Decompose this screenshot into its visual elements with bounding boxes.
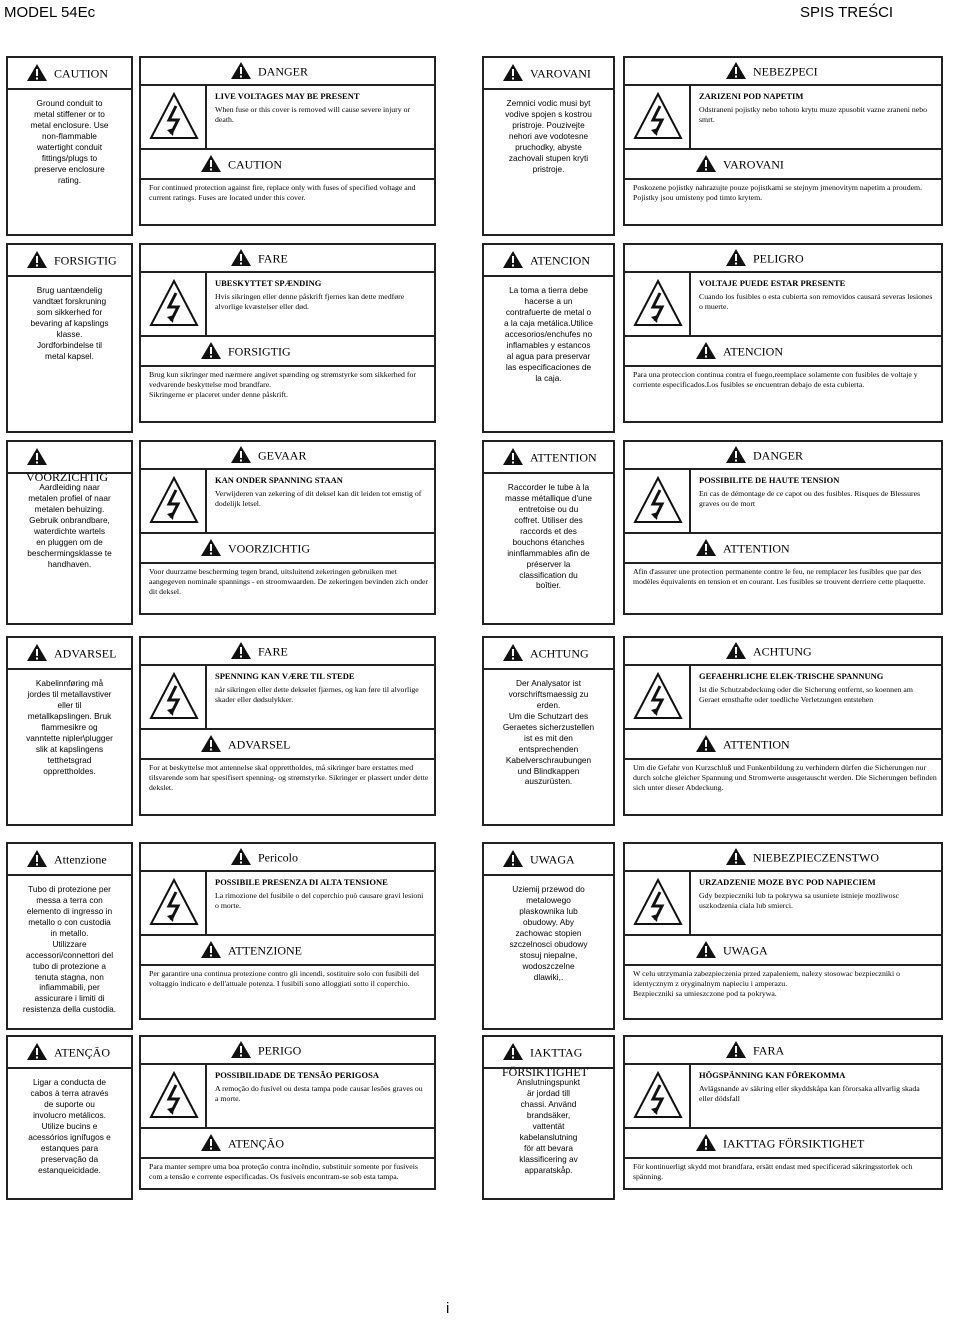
- label-title: UWAGA: [530, 852, 575, 867]
- caution-text: Afin d'assurer une protection permanente contre le feu, ne remplacer les fusibles que par des modèles équivalents en tension et en courant. Les fusibles se trouvent derriere cette plaquette.: [633, 567, 926, 586]
- label-title: Attenzione: [54, 852, 107, 867]
- warning-triangle-icon: [725, 1040, 747, 1063]
- danger-title: ACHTUNG: [753, 644, 812, 659]
- danger-title: NEBEZPECI: [753, 64, 818, 79]
- divider: [484, 874, 615, 876]
- divider: [625, 271, 943, 273]
- divider: [205, 870, 207, 934]
- caution-text: Um die Gefahr von Kurzschluß und Funkenbildung zu verhindern dürfen die Sicherungen nur durch solche gleicher Spannung und Stromwerte ausgetauscht werden. Die Sicherungen befinden sich unter dieser Abdeckung.: [633, 763, 937, 792]
- caution-text: For continued protection against fire, replace only with fuses of specified voltage and current ratings. Fuses are located under this cover.: [149, 183, 416, 202]
- caution-label: [6, 56, 133, 236]
- label-text: Kabelinnføring må jordes til metallavstiver eller til metallkapslingen. Bruk flammesikre og vanntette nipler\plugger slik at kapslingens tetthetsgrad opprettholdes.: [26, 678, 113, 776]
- page-number: i: [446, 1300, 450, 1317]
- warning-triangle-icon: [200, 734, 222, 757]
- divider: [484, 275, 615, 277]
- danger-caution-label: [139, 56, 436, 226]
- hazard-text: Verwijderen van zekering of dit deksel kan dit leiden tot emstig of dodelijk letsel.: [215, 489, 422, 508]
- danger-heading: [725, 847, 879, 870]
- hazard-text: Odstraneni pojistky nebo tohoto krytu muze zpusobit vazne zraneni nebo smrt.: [699, 105, 928, 124]
- divider: [689, 84, 691, 148]
- divider: [141, 365, 436, 367]
- warning-triangle-icon: [200, 538, 222, 561]
- warning-triangle-icon: [200, 940, 222, 963]
- warning-triangle-icon: [725, 847, 747, 870]
- hazard-text: When fuse or this cover is removed will cause severe injury or death.: [215, 105, 411, 124]
- hazard-text: Gdy bezpieczniki lub ta pokrywa sa usuniete istnieje mozliwosc uszkodzenia ciala lub smierci.: [699, 891, 900, 910]
- label-title: FORSIGTIG: [54, 253, 117, 268]
- high-voltage-icon: [633, 878, 683, 931]
- danger-heading: [230, 445, 306, 468]
- high-voltage-icon: [633, 92, 683, 145]
- label-heading: [26, 250, 117, 273]
- label-text: Anslutningspunkt är jordad till chassi. Använd brandsäker, vattentät kabelanslutning för att bevara klassificering av apparatskåp.: [516, 1077, 581, 1175]
- warning-triangle-icon: [230, 1040, 252, 1063]
- divider: [625, 84, 943, 86]
- label-text: Tubo di protezione per messa a terra con elemento di ingresso in metallo o con custodia in metallo. Utilizzare accessori/connettori del tubo di protezione a tenuta stagna, non infiammabili, per assicurare i limiti di resistenza della custodia.: [22, 884, 117, 1015]
- label-title: ATENÇÃO: [54, 1045, 110, 1060]
- high-voltage-icon: [149, 672, 199, 725]
- caution-label: [482, 56, 615, 236]
- divider: [141, 468, 436, 470]
- caution-label: [482, 842, 615, 1030]
- danger-caution-label: [139, 440, 436, 615]
- divider: [689, 468, 691, 532]
- divider: [625, 758, 943, 760]
- warning-triangle-icon: [502, 250, 524, 273]
- warning-triangle-icon: [26, 447, 48, 470]
- warning-triangle-icon: [725, 445, 747, 468]
- warning-triangle-icon: [230, 641, 252, 664]
- danger-heading: [725, 248, 804, 271]
- label-title: CAUTION: [54, 66, 108, 81]
- caution-heading: [695, 154, 784, 177]
- label-text: Brug uantændelig vandtæt forskruning som sikkerhed for bevaring af kapslings klasse. Jordforbindelse til metal kapsel.: [30, 285, 109, 361]
- caution-label: [482, 243, 615, 433]
- label-heading: [26, 643, 116, 666]
- hazard-heading: UBESKYTTET SPÆNDING: [215, 278, 322, 288]
- warning-triangle-icon: [26, 63, 48, 86]
- hazard-heading: LIVE VOLTAGES MAY BE PRESENT: [215, 91, 360, 101]
- danger-title: FARE: [258, 644, 288, 659]
- warning-triangle-icon: [502, 63, 524, 86]
- divider: [205, 271, 207, 335]
- warning-triangle-icon: [502, 1042, 524, 1065]
- warning-triangle-icon: [200, 341, 222, 364]
- danger-heading: [230, 1040, 301, 1063]
- caution-label: [482, 440, 615, 625]
- high-voltage-icon: [149, 1071, 199, 1124]
- caution-text: Para una proteccion continua contra el fuego,reemplace solamente con fusibles de voltaje y corriente especificados.Los fusibles se encuentran debajo de esta cubierta.: [633, 370, 918, 389]
- caution-heading: [695, 1133, 864, 1156]
- divider: [625, 728, 943, 730]
- caution-text: Brug kun sikringer med nærmere angivet spænding og strømstyrke som sikkerhed for vedvarende beskyttelse mod brandfare. Sikringerne er placeret under denne påskrift.: [149, 370, 417, 399]
- warning-triangle-icon: [200, 154, 222, 177]
- caution-title: CAUTION: [228, 157, 282, 172]
- divider: [141, 84, 436, 86]
- danger-title: PELIGRO: [753, 251, 804, 266]
- high-voltage-icon: [149, 878, 199, 931]
- hazard-text: Avlägsnande av säkring eller skyddskåpa kan förorsaka allvarlig skada eller dödsfall: [699, 1084, 920, 1103]
- label-heading: [502, 643, 589, 666]
- caution-text: Poskozene pojistky nahrazujte pouze pojistkami se stejnym jmenovitym napetim a proudem. Pojistky jsou umisteny pod timto krytem.: [633, 183, 923, 202]
- warning-triangle-icon: [502, 447, 524, 470]
- divider: [141, 1063, 436, 1065]
- label-text: La toma a tierra debe hacerse a un contrafuerte de metal o a la caja metálica.Utilice accesorios/enchufes no inflamables y estancos al agua para preservar las especificaciones de la caja.: [504, 285, 593, 383]
- label-title: ATTENTION: [530, 450, 597, 465]
- hazard-text: A remoção do fusível ou desta tampa pode causar lesões graves ou a morte.: [215, 1084, 423, 1103]
- hazard-text: når sikringen eller dette dekselet fjærnes, og kan føre til alvorlige skader eller dødsulykker.: [215, 685, 419, 704]
- label-text: Zemnici vodic musi byt vodive spojen s kostrou pristroje. Pouzivejte nehori ave vodotesne pruchodky, abyste zachovali stupen kryti pristroje.: [505, 98, 592, 174]
- caution-heading: [695, 341, 783, 364]
- danger-title: Pericolo: [258, 850, 298, 865]
- caution-heading: [200, 538, 310, 561]
- warning-triangle-icon: [26, 250, 48, 273]
- warning-triangle-icon: [695, 154, 717, 177]
- warning-triangle-icon: [26, 643, 48, 666]
- warning-triangle-icon: [695, 734, 717, 757]
- divider: [625, 1063, 943, 1065]
- divider: [141, 934, 436, 936]
- caution-text: För kontinuerligt skydd mot brandfara, ersätt endast med specificerad säkringsstorlek och spänning.: [633, 1162, 913, 1181]
- divider: [141, 1127, 436, 1129]
- divider: [141, 562, 436, 564]
- divider: [625, 178, 943, 180]
- caution-label: [482, 636, 615, 826]
- caution-title: ATTENTION: [723, 737, 790, 752]
- divider: [625, 934, 943, 936]
- divider: [205, 1063, 207, 1127]
- caution-heading: [695, 538, 790, 561]
- hazard-text: La rimozione del fusibile o del coperchio può causare gravi lesioni o morte.: [215, 891, 424, 910]
- danger-heading: [725, 445, 803, 468]
- label-text: Raccorder le tube à la masse métallique d'une entretoise ou du coffret. Utiliser des raccords et des bouchons étanches ininflammables afin de préserver la classification du boîtier.: [505, 482, 592, 591]
- danger-title: GEVAAR: [258, 448, 307, 463]
- hazard-text: En cas de démontage de ce capot ou des fusibles. Risques de Blessures graves ou de mort: [699, 489, 921, 508]
- divider: [141, 728, 436, 730]
- hazard-heading: ZARIZENI POD NAPETIM: [699, 91, 804, 101]
- label-text: Aardleiding naar metalen profiel of naar metalen behuizing. Gebruik onbrandbare, waterdichte wartels en pluggen om de beschermingsklasse te handhaven.: [27, 482, 112, 569]
- danger-heading: [230, 641, 288, 664]
- caution-heading: [200, 341, 291, 364]
- warning-triangle-icon: [230, 445, 252, 468]
- divider: [625, 365, 943, 367]
- caution-title: ATTENZIONE: [228, 943, 302, 958]
- warning-triangle-icon: [725, 641, 747, 664]
- warning-triangle-icon: [26, 849, 48, 872]
- caution-title: ATENCION: [723, 344, 783, 359]
- caution-label: [6, 440, 133, 625]
- label-heading: [26, 1042, 110, 1065]
- divider: [141, 148, 436, 150]
- caution-label: [6, 636, 133, 826]
- warning-triangle-icon: [230, 61, 252, 84]
- divider: [484, 668, 615, 670]
- danger-heading: [230, 248, 288, 271]
- label-heading: [502, 250, 590, 273]
- divider: [141, 271, 436, 273]
- high-voltage-icon: [149, 92, 199, 145]
- danger-title: NIEBEZPIECZENSTWO: [753, 850, 879, 865]
- divider: [689, 1063, 691, 1127]
- caution-title: VOORZICHTIG: [228, 541, 310, 556]
- warning-triangle-icon: [695, 1133, 717, 1156]
- label-text: Ground conduit to metal stiffener or to metal enclosure. Use non-flammable watertight conduit fittings/plugs to preserve enclosure rating.: [30, 98, 109, 185]
- high-voltage-icon: [149, 279, 199, 332]
- caution-title: FORSIGTIG: [228, 344, 291, 359]
- danger-title: PERIGO: [258, 1043, 302, 1058]
- label-title: ADVARSEL: [54, 646, 117, 661]
- divider: [625, 562, 943, 564]
- danger-caution-label: [139, 1035, 436, 1190]
- label-title: ACHTUNG: [530, 646, 589, 661]
- divider: [141, 664, 436, 666]
- high-voltage-icon: [633, 672, 683, 725]
- divider: [8, 1067, 133, 1069]
- label-heading: [502, 63, 591, 86]
- caution-heading: [200, 154, 282, 177]
- divider: [141, 335, 436, 337]
- divider: [625, 870, 943, 872]
- divider: [205, 664, 207, 728]
- danger-title: FARE: [258, 251, 288, 266]
- danger-caution-label: [623, 440, 943, 615]
- high-voltage-icon: [633, 279, 683, 332]
- danger-caution-label: [623, 56, 943, 226]
- warning-triangle-icon: [725, 61, 747, 84]
- divider: [141, 870, 436, 872]
- danger-caution-label: [623, 1035, 943, 1190]
- label-heading: [502, 849, 575, 872]
- divider: [689, 664, 691, 728]
- caution-title: ATENÇÃO: [228, 1136, 284, 1151]
- divider: [141, 532, 436, 534]
- danger-heading: [725, 641, 812, 664]
- warning-triangle-icon: [230, 847, 252, 870]
- caution-text: W celu utrzymania zabezpieczenia przed zapaleniem, nalezy stosowac bezpieczniki o identycznym z oryginalnym napieciu i amperazu. Bezpieczniki sa umieszczone pod ta pokrywa.: [633, 969, 900, 998]
- divider: [141, 1157, 436, 1159]
- label-heading: [26, 447, 131, 485]
- label-heading: [26, 849, 107, 872]
- divider: [8, 88, 133, 90]
- caution-title: ATTENTION: [723, 541, 790, 556]
- divider: [625, 1157, 943, 1159]
- divider: [689, 870, 691, 934]
- divider: [484, 1067, 615, 1069]
- label-title: VOORZICHTIG: [26, 470, 108, 484]
- hazard-heading: HÖGSPÄNNING KAN FÖREKOMMA: [699, 1070, 846, 1080]
- danger-heading: [230, 847, 298, 870]
- caution-heading: [695, 734, 790, 757]
- hazard-text: Hvis sikringen eller denne påskrift fjernes kan dette medføre alvorlige kvæstelser eller død.: [215, 292, 405, 311]
- warning-triangle-icon: [695, 341, 717, 364]
- divider: [625, 335, 943, 337]
- hazard-heading: VOLTAJE PUEDE ESTAR PRESENTE: [699, 278, 846, 288]
- caution-label: [6, 842, 133, 1030]
- divider: [8, 668, 133, 670]
- caution-title: ADVARSEL: [228, 737, 291, 752]
- label-title: ATENCION: [530, 253, 590, 268]
- warning-triangle-icon: [502, 849, 524, 872]
- warning-triangle-icon: [695, 940, 717, 963]
- divider: [141, 964, 436, 966]
- header-model: MODEL 54Ec: [4, 4, 96, 21]
- divider: [8, 874, 133, 876]
- divider: [625, 964, 943, 966]
- divider: [205, 468, 207, 532]
- danger-caution-label: [623, 243, 943, 423]
- danger-caution-label: [623, 842, 943, 1020]
- caution-text: Voor duurzame bescherming tegen brand, uitsluitend zekeringen gebruiken met aangegeven nominale spannings - en stroomwaarden. De zekeringen bevinden zich onder dit deksel.: [149, 567, 429, 596]
- danger-caution-label: [623, 636, 943, 816]
- warning-triangle-icon: [200, 1133, 222, 1156]
- danger-title: FARA: [753, 1043, 785, 1058]
- danger-heading: [725, 1040, 784, 1063]
- header-section: SPIS TREŚCI: [800, 4, 894, 21]
- divider: [625, 468, 943, 470]
- hazard-heading: POSSIBILIDADE DE TENSÃO PERIGOSA: [215, 1070, 379, 1080]
- warning-triangle-icon: [502, 643, 524, 666]
- hazard-text: Cuando los fusibles o esta cubierta son removidos causará severas lesiones o muerte.: [699, 292, 933, 311]
- danger-caution-label: [139, 636, 436, 816]
- divider: [625, 1127, 943, 1129]
- hazard-heading: SPENNING KAN VÆRE TIL STEDE: [215, 671, 355, 681]
- high-voltage-icon: [633, 1071, 683, 1124]
- caution-text: Per garantire una continua protezione contro gli incendi, sostituire solo con fusibili del voltaggio indicato e dell'attuale potenza. I fusibili sono alloggiati sotto il coperchio.: [149, 969, 420, 988]
- caution-text: For at beskyttelse mot antennelse skal opprettholdes, må sikringer bare erstattes med tilsvarende som har spesifisert spenning- og strømstyrke. Sikringer er plassert under dette dekslet.: [149, 763, 429, 792]
- label-title: VAROVANI: [530, 66, 591, 81]
- caution-title: VAROVANI: [723, 157, 784, 172]
- divider: [141, 178, 436, 180]
- danger-heading: [230, 61, 308, 84]
- label-text: Ligar a conducta de cabos à terra através de suporte ou involucro metálicos. Utilize bucins e acessórios ignífugos e estanques para preservação da estanqueicidade.: [28, 1077, 111, 1175]
- warning-triangle-icon: [26, 1042, 48, 1065]
- divider: [625, 532, 943, 534]
- label-text: Der Analysator ist vorschriftsmaessig zu erden. Um die Schutzart des Geraetes sicherzustellen ist es mit den entsprechenden Kabelverschraubungen und Blindkappen auszurüsten.: [502, 678, 595, 787]
- danger-caution-label: [139, 243, 436, 423]
- divider: [8, 472, 133, 474]
- warning-triangle-icon: [725, 248, 747, 271]
- caution-label: [482, 1035, 615, 1200]
- divider: [205, 84, 207, 148]
- hazard-heading: GEFAEHRLICHE ELEK-TRISCHE SPANNUNG: [699, 671, 884, 681]
- divider: [689, 271, 691, 335]
- divider: [625, 148, 943, 150]
- danger-caution-label: [139, 842, 436, 1020]
- caution-title: UWAGA: [723, 943, 768, 958]
- danger-heading: [725, 61, 818, 84]
- hazard-heading: URZADZENIE MOZE BYC POD NAPIECIEM: [699, 877, 876, 887]
- hazard-text: Ist die Schutzabdeckung oder die Sicherung entfernt, so koennen am Geraet ernsthafte oder toedliche Verletzungen entstehen: [699, 685, 913, 704]
- caution-title: IAKTTAG FÖRSIKTIGHET: [723, 1136, 865, 1151]
- caution-heading: [200, 1133, 284, 1156]
- label-title: IAKTTAG FÖRSIKTIGHET: [502, 1045, 588, 1079]
- divider: [484, 88, 615, 90]
- label-heading: [502, 1042, 613, 1080]
- caution-heading: [695, 940, 768, 963]
- high-voltage-icon: [149, 476, 199, 529]
- hazard-heading: POSSIBILE PRESENZA DI ALTA TENSIONE: [215, 877, 388, 887]
- high-voltage-icon: [633, 476, 683, 529]
- divider: [8, 275, 133, 277]
- label-heading: [26, 63, 108, 86]
- caution-heading: [200, 734, 290, 757]
- caution-heading: [200, 940, 302, 963]
- warning-triangle-icon: [230, 248, 252, 271]
- divider: [484, 472, 615, 474]
- danger-title: DANGER: [258, 64, 308, 79]
- hazard-heading: POSSIBILITE DE HAUTE TENSION: [699, 475, 840, 485]
- danger-title: DANGER: [753, 448, 803, 463]
- hazard-heading: KAN ONDER SPANNING STAAN: [215, 475, 343, 485]
- caution-label: [6, 1035, 133, 1200]
- label-text: Uziemij przewod do metalowego plaskownika lub obudowy. Aby zachowac stopien szczelnosci obudowy stosuj niepalne, wodoszczelne dlawiki,.: [509, 884, 588, 982]
- caution-text: Para manter sempre uma boa proteção contra incêndio, substituir somente por fusíveis com a tensão e corrente especificadas. Os fusíveis encontram-se sob esta tampa.: [149, 1162, 418, 1181]
- divider: [141, 758, 436, 760]
- divider: [625, 664, 943, 666]
- label-heading: [502, 447, 597, 470]
- warning-triangle-icon: [695, 538, 717, 561]
- caution-label: [6, 243, 133, 433]
